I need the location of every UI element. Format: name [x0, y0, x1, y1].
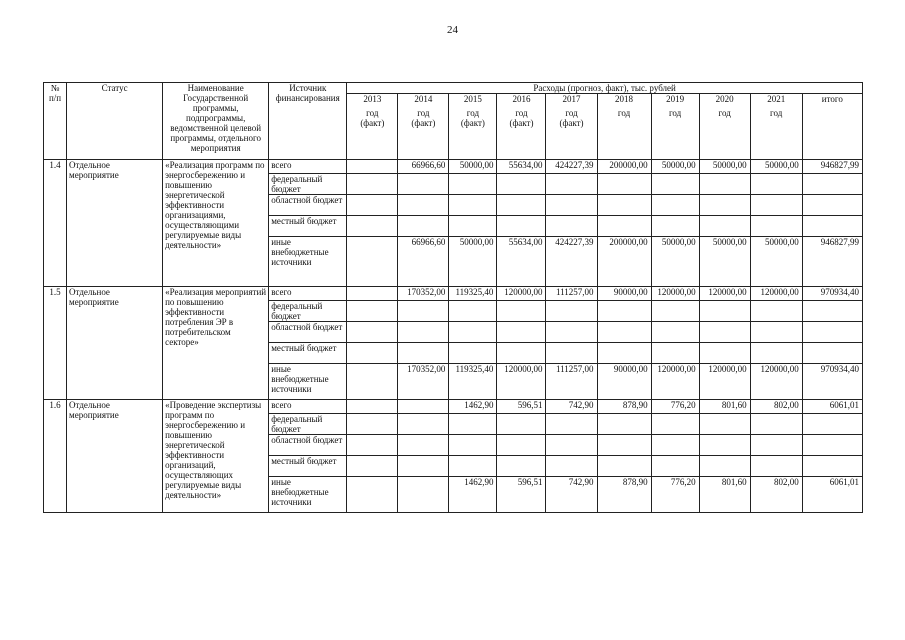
- header-expenses: Расходы (прогноз, факт), тыс. рублей: [347, 83, 863, 94]
- row-name: «Реализация мероприятий по повышению эффективности потребления ЭР в потребительском секторе»: [163, 287, 269, 400]
- value-cell: 66966,60: [398, 160, 449, 174]
- value-cell: [347, 477, 398, 513]
- value-cell: 120000,00: [497, 287, 546, 301]
- value-cell: 200000,00: [597, 237, 651, 287]
- header-year-2015: [449, 94, 497, 160]
- value-cell: [497, 174, 546, 195]
- value-cell: 120000,00: [699, 364, 750, 400]
- row-status: Отдельное мероприятие: [67, 287, 163, 400]
- value-cell: 90000,00: [597, 287, 651, 301]
- value-cell: [347, 216, 398, 237]
- value-cell: 50000,00: [449, 237, 497, 287]
- value-cell: [546, 174, 597, 195]
- value-cell: 50000,00: [750, 160, 802, 174]
- total-cell: [802, 322, 862, 343]
- total-cell: [802, 301, 862, 322]
- value-cell: 66966,60: [398, 237, 449, 287]
- header-year-l1: год: [770, 108, 783, 118]
- value-cell: [347, 287, 398, 301]
- value-cell: 596,51: [497, 400, 546, 414]
- row-number: 1.5: [44, 287, 67, 400]
- total-cell: [802, 174, 862, 195]
- budget-table: [43, 82, 863, 513]
- value-cell: 802,00: [750, 477, 802, 513]
- value-cell: [347, 195, 398, 216]
- value-cell: [699, 216, 750, 237]
- value-cell: [398, 414, 449, 435]
- value-cell: [750, 216, 802, 237]
- header-year-l2: (факт): [509, 118, 534, 128]
- value-cell: [497, 343, 546, 364]
- value-cell: [347, 414, 398, 435]
- page-number: 24: [447, 24, 458, 36]
- header-year-year: 2013: [363, 94, 382, 104]
- total-cell: 6061,01: [802, 477, 862, 513]
- value-cell: 119325,40: [449, 287, 497, 301]
- source-vsego: всего: [269, 287, 347, 301]
- value-cell: [347, 400, 398, 414]
- value-cell: 50000,00: [449, 160, 497, 174]
- header-year-l1: год: [466, 108, 480, 118]
- header-year-year: 2019: [666, 94, 685, 104]
- value-cell: [398, 174, 449, 195]
- value-cell: [546, 195, 597, 216]
- header-year-l2: (факт): [360, 118, 385, 128]
- value-cell: [651, 414, 699, 435]
- header-year-2014: [398, 94, 449, 160]
- value-cell: [398, 435, 449, 456]
- source-oblast: областной бюджет: [269, 322, 347, 343]
- value-cell: 55634,00: [497, 160, 546, 174]
- header-year-2016: [497, 94, 546, 160]
- header-year-year: 2021: [767, 94, 786, 104]
- value-cell: [449, 435, 497, 456]
- value-cell: 50000,00: [651, 237, 699, 287]
- header-year-l1: год: [417, 108, 430, 118]
- header-no: № п/п: [44, 83, 67, 160]
- value-cell: 878,90: [597, 400, 651, 414]
- row-status: Отдельное мероприятие: [67, 160, 163, 287]
- value-cell: 90000,00: [597, 364, 651, 400]
- header-year-2018: [597, 94, 651, 160]
- value-cell: [497, 414, 546, 435]
- value-cell: 742,90: [546, 400, 597, 414]
- value-cell: [398, 195, 449, 216]
- source-oblast: областной бюджет: [269, 195, 347, 216]
- value-cell: [497, 322, 546, 343]
- value-cell: [699, 414, 750, 435]
- value-cell: [651, 322, 699, 343]
- value-cell: [750, 195, 802, 216]
- total-cell: [802, 456, 862, 477]
- source-oblast: областной бюджет: [269, 435, 347, 456]
- total-cell: [802, 195, 862, 216]
- value-cell: [347, 160, 398, 174]
- value-cell: [651, 343, 699, 364]
- value-cell: [449, 301, 497, 322]
- value-cell: [546, 414, 597, 435]
- source-vsego: всего: [269, 400, 347, 414]
- value-cell: 55634,00: [497, 237, 546, 287]
- total-cell: 6061,01: [802, 400, 862, 414]
- value-cell: [398, 343, 449, 364]
- total-cell: 946827,99: [802, 237, 862, 287]
- value-cell: [699, 301, 750, 322]
- header-year-year: 2015: [463, 94, 482, 104]
- value-cell: 424227,39: [546, 160, 597, 174]
- value-cell: [449, 343, 497, 364]
- value-cell: 50000,00: [750, 237, 802, 287]
- row-status: Отдельное мероприятие: [67, 400, 163, 513]
- value-cell: [750, 414, 802, 435]
- value-cell: [497, 301, 546, 322]
- table-row: [44, 160, 863, 174]
- value-cell: [750, 322, 802, 343]
- value-cell: [597, 322, 651, 343]
- value-cell: [347, 343, 398, 364]
- header-status: Статус: [67, 83, 163, 160]
- row-name: «Проведение экспертизы программ по энергосбережению и повышению энергетической эффективности организаций, осуществляющих регулируемые виды деятельности»: [163, 400, 269, 513]
- value-cell: [651, 216, 699, 237]
- value-cell: [699, 195, 750, 216]
- header-year-l1: год: [565, 108, 578, 118]
- value-cell: [398, 322, 449, 343]
- header-source: Источник финансирования: [269, 83, 347, 160]
- value-cell: [398, 400, 449, 414]
- value-cell: [449, 174, 497, 195]
- value-cell: [347, 301, 398, 322]
- value-cell: 878,90: [597, 477, 651, 513]
- header-year-l2: (факт): [411, 118, 436, 128]
- header-total: итого: [802, 94, 862, 160]
- header-year-l2: (факт): [559, 118, 584, 128]
- total-cell: 946827,99: [802, 160, 862, 174]
- value-cell: 50000,00: [699, 237, 750, 287]
- value-cell: [449, 456, 497, 477]
- value-cell: [651, 195, 699, 216]
- row-number: 1.6: [44, 400, 67, 513]
- value-cell: 50000,00: [651, 160, 699, 174]
- header-year-2013: [347, 94, 398, 160]
- total-cell: [802, 343, 862, 364]
- value-cell: [398, 477, 449, 513]
- source-federal: федеральный бюджет: [269, 174, 347, 195]
- value-cell: 111257,00: [546, 287, 597, 301]
- source-vsego: всего: [269, 160, 347, 174]
- value-cell: 1462,90: [449, 477, 497, 513]
- value-cell: 50000,00: [699, 160, 750, 174]
- value-cell: 742,90: [546, 477, 597, 513]
- value-cell: [347, 456, 398, 477]
- source-other: иные внебюджетные источники: [269, 237, 347, 287]
- value-cell: [597, 195, 651, 216]
- header-year-year: 2016: [512, 94, 531, 104]
- header-year-l1: год: [668, 108, 682, 118]
- value-cell: [597, 343, 651, 364]
- value-cell: [347, 435, 398, 456]
- value-cell: [546, 456, 597, 477]
- row-name: «Реализация программ по энергосбережению и повышению энергетической эффективности организациями, осуществляющими регулируемые виды деятельности»: [163, 160, 269, 287]
- total-cell: 970934,40: [802, 287, 862, 301]
- value-cell: [750, 343, 802, 364]
- value-cell: [699, 322, 750, 343]
- header-name: Наименование Государственной программы, подпрограммы, ведомственной целевой программы, отдельного мероприятия: [163, 83, 269, 160]
- row-number: 1.4: [44, 160, 67, 287]
- source-other: иные внебюджетные источники: [269, 477, 347, 513]
- value-cell: [597, 414, 651, 435]
- value-cell: [497, 456, 546, 477]
- header-year-l1: год: [515, 108, 528, 118]
- header-year-year: 2017: [562, 94, 581, 104]
- table-row: [44, 400, 863, 414]
- value-cell: [651, 435, 699, 456]
- header-year-l1: год: [617, 108, 631, 118]
- value-cell: 120000,00: [497, 364, 546, 400]
- header-row-top: [44, 83, 863, 94]
- value-cell: [449, 414, 497, 435]
- value-cell: [398, 456, 449, 477]
- value-cell: 801,60: [699, 400, 750, 414]
- value-cell: 802,00: [750, 400, 802, 414]
- value-cell: [546, 435, 597, 456]
- header-year-l1: год: [366, 108, 379, 118]
- value-cell: 776,20: [651, 477, 699, 513]
- value-cell: 170352,00: [398, 364, 449, 400]
- source-other: иные внебюджетные источники: [269, 364, 347, 400]
- value-cell: 776,20: [651, 400, 699, 414]
- value-cell: 120000,00: [699, 287, 750, 301]
- header-year-l2: (факт): [460, 118, 485, 128]
- value-cell: [699, 435, 750, 456]
- source-federal: федеральный бюджет: [269, 414, 347, 435]
- value-cell: [597, 301, 651, 322]
- value-cell: [597, 174, 651, 195]
- value-cell: [449, 216, 497, 237]
- value-cell: 119325,40: [449, 364, 497, 400]
- value-cell: [546, 301, 597, 322]
- value-cell: [546, 322, 597, 343]
- value-cell: [750, 456, 802, 477]
- value-cell: [750, 301, 802, 322]
- header-year-2017: [546, 94, 597, 160]
- value-cell: 424227,39: [546, 237, 597, 287]
- value-cell: [651, 456, 699, 477]
- value-cell: [651, 301, 699, 322]
- value-cell: 111257,00: [546, 364, 597, 400]
- value-cell: [750, 435, 802, 456]
- value-cell: 200000,00: [597, 160, 651, 174]
- value-cell: [398, 216, 449, 237]
- value-cell: [347, 237, 398, 287]
- total-cell: [802, 435, 862, 456]
- value-cell: [597, 435, 651, 456]
- value-cell: [449, 195, 497, 216]
- value-cell: [347, 364, 398, 400]
- value-cell: 120000,00: [750, 364, 802, 400]
- source-local: местный бюджет: [269, 343, 347, 364]
- total-cell: [802, 414, 862, 435]
- value-cell: 801,60: [699, 477, 750, 513]
- value-cell: 170352,00: [398, 287, 449, 301]
- source-federal: федеральный бюджет: [269, 301, 347, 322]
- value-cell: [651, 174, 699, 195]
- value-cell: [597, 456, 651, 477]
- value-cell: 120000,00: [651, 287, 699, 301]
- value-cell: [546, 343, 597, 364]
- header-year-2019: [651, 94, 699, 160]
- value-cell: [699, 456, 750, 477]
- header-year-l1: год: [718, 108, 731, 118]
- value-cell: [546, 216, 597, 237]
- value-cell: [699, 174, 750, 195]
- value-cell: [750, 174, 802, 195]
- value-cell: 596,51: [497, 477, 546, 513]
- value-cell: 120000,00: [750, 287, 802, 301]
- table-row: [44, 287, 863, 301]
- value-cell: [699, 343, 750, 364]
- header-year-year: 2018: [615, 94, 634, 104]
- value-cell: [497, 216, 546, 237]
- value-cell: [597, 216, 651, 237]
- value-cell: 1462,90: [449, 400, 497, 414]
- value-cell: [497, 195, 546, 216]
- header-year-2020: [699, 94, 750, 160]
- value-cell: [497, 435, 546, 456]
- total-cell: 970934,40: [802, 364, 862, 400]
- header-year-year: 2014: [414, 94, 433, 104]
- total-cell: [802, 216, 862, 237]
- value-cell: [449, 322, 497, 343]
- value-cell: [347, 322, 398, 343]
- value-cell: [398, 301, 449, 322]
- source-local: местный бюджет: [269, 456, 347, 477]
- source-local: местный бюджет: [269, 216, 347, 237]
- header-year-year: 2020: [715, 94, 734, 104]
- value-cell: [347, 174, 398, 195]
- header-year-2021: [750, 94, 802, 160]
- value-cell: 120000,00: [651, 364, 699, 400]
